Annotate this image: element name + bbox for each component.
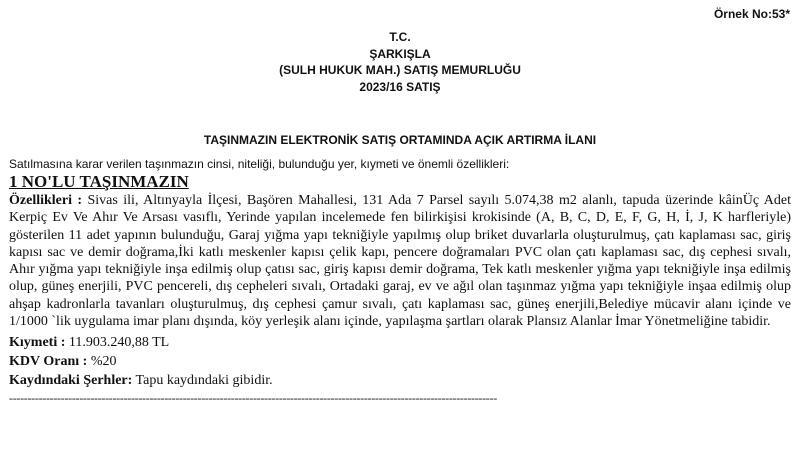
sample-number: Örnek No:53* (713, 7, 790, 21)
property-value (9, 334, 169, 351)
document-header (0, 29, 800, 95)
features-text: Sivas ili, Altınyayla İlçesi, Başören Mahallesi, 131 Ada 7 Parsel sayılı 5.074,38 m2 alanlı, tapuda üzerinde kâinÜç Adet Kerpiç Ev Ve Ahır Ve Arsası vasıflı, Yerinde yapılan incelemede fen bilirkişisi krokisinde (A, B, C, D, E, F, G, H, İ, J, K harfleriyle) gösterilen 11 adet yapının bulunduğu, Garaj yığma yapı tekniğiyle yapılmış olup briket duvarlarla oluşturulmuş, çatı kaplaması sac, giriş kapısı sac ve demir doğrama,İki katlı meskenler kapısı çelik kapı, pencere doğramaları PVC olan çatı kaplaması sac, dış cephesi sıvalı, Ahır yığma yapı tekniğiyle inşa edilmiş olup çatısı sac, giriş kapısı demir doğrama, Tek katlı meskenler yığma yapı tekniğiyle inşa edilmiş olup, güneş enerjili, PVC pencereli, dış cepheleri sıvalı, Ortadaki garaj, ev ve ağıl olan taşınmaz yığma yapı tekniğiyle inşaa edilmiş olup ahşap kadronlarla tavanları oluşturulmuş, dış cephesi çamur sıvalı, çatı kaplaması sac, güneş enerjili,Belediye mücavir alanı içinde ve 1/1000 `lik uygulama imar planı dışında, köy yerleşik alanı içinde, yapılaşma şartları olarak Plansız Alanlar İmar Yönetmeliğine tabidir. (9, 193, 791, 330)
value-label: Kıymeti : (9, 335, 66, 350)
property-vat (9, 353, 116, 370)
header-line-tc: T.C. (389, 30, 411, 44)
header-line-office: (SULH HUKUK MAH.) SATIŞ MEMURLUĞU (279, 63, 521, 77)
separator-line: ------------------------------------------------------------------------------------------------------------------------------------ (9, 391, 497, 405)
vat-label: KDV Oranı : (9, 354, 88, 369)
header-line-case-number: 2023/16 SATIŞ (359, 79, 441, 94)
vat-text: %20 (87, 354, 117, 369)
property-heading: 1 NO'LU TAŞINMAZIN (9, 172, 189, 191)
property-features (9, 192, 791, 330)
notice-title: TAŞINMAZIN ELEKTRONİK SATIŞ ORTAMINDA AÇIK ARTIRMA İLANI (203, 133, 597, 147)
value-text: 11.903.240,88 TL (65, 335, 170, 350)
intro-text: Satılmasına karar verilen taşınmazın cinsi, niteliği, bulunduğu yer, kıymeti ve önemli özellikleri: (9, 157, 510, 171)
annotations-text: Tapu kaydındaki gibidir. (132, 373, 273, 388)
header-line-district: ŞARKIŞLA (369, 46, 431, 61)
annotations-label: Kaydındaki Şerhler: (9, 373, 133, 388)
property-annotations (9, 372, 273, 389)
features-label: Özellikleri : (9, 193, 83, 208)
